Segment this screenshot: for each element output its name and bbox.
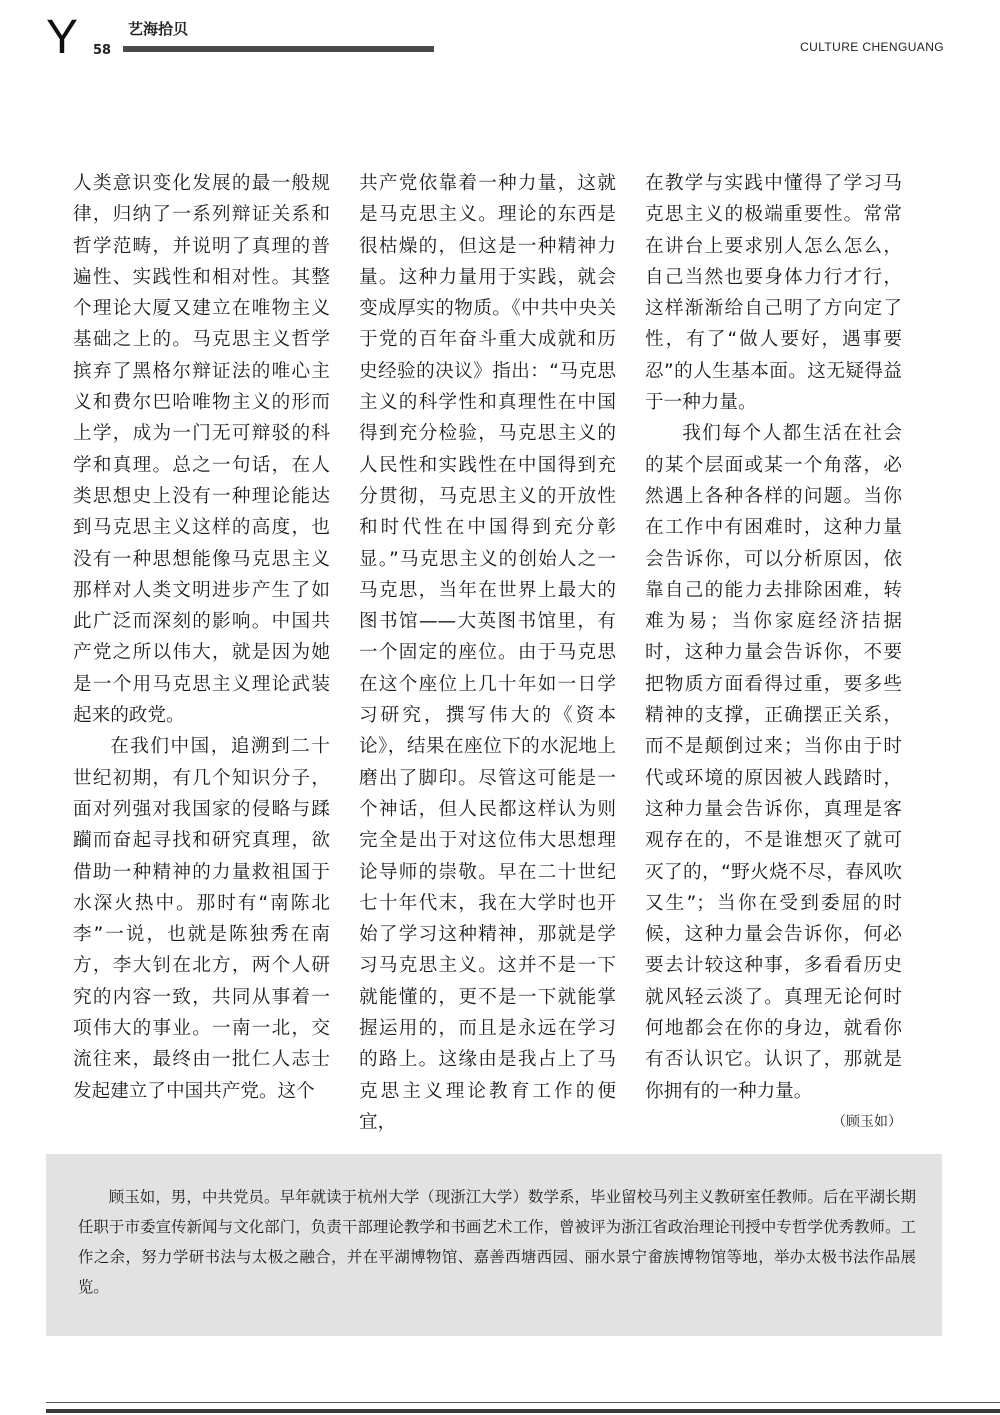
paragraph: 共产党依靠着一种力量，这就是马克思主义。理论的东西是很枯燥的，但这是一种精神力量。这种力量用于实践，就会变成厚实的物质。《中共中央关于党的百年奋斗重大成就和历史经验的决议》指出：“马克思主义的科学性和真理性在中国得到充分检验，马克思主义的人民性和实践性在中国得到充分贯彻，马克思主义的开放性和时代性在中国得到充分彰显。”马克思主义的创始人之一马克思，当年在世界上最大的图书馆——大英图书馆里，有一个固定的座位。由于马克思在这个座位上几十年如一日学习研究，撰写伟大的《资本论》，结果在座位下的水泥地上磨出了脚印。尽管这可能是一个神话，但人民都这样认为则完全是出于对这位伟大思想理论导师的崇敬。早在二十世纪七十年代末，我在大学时也开始了学习这种精神，那就是学习马克思主义。这并不是一下就能懂的，更不是一下就能掌握运用的，而且是永远在学习的路上。这缘由是我占上了马克思主义理论教育工作的便宜， [359, 173, 616, 1133]
page-number: 58 [93, 43, 112, 58]
paragraph: 人类意识变化发展的最一般规律，归纳了一系列辩证关系和哲学范畴，并说明了真理的普遍性、实践性和相对性。其整个理论大厦又建立在唯物主义基础之上的。马克思主义哲学摈弃了黑格尔辩证法的唯心主义和费尔巴哈唯物主义的形而上学，成为一门无可辩驳的科学和真理。总之一句话，在人类思想史上没有一种理论能达到马克思主义这样的高度，也没有一种思想能像马克思主义那样对人类文明进步产生了如此广泛而深刻的影响。中国共产党之所以伟大，就是因为她是一个用马克思主义理论武装起来的政党。 [73, 173, 330, 727]
article-column-1 [73, 168, 330, 1107]
section-title: 艺海拾贝 [128, 20, 189, 38]
article-column-3 [645, 168, 902, 1138]
footer-rule-thin [46, 1402, 1000, 1403]
section-logo-letter: Y [46, 11, 79, 64]
paragraph [645, 418, 902, 1130]
paragraph: 在教学与实践中懂得了学习马克思主义的极端重要性。常常在讲台上要求别人怎么怎么，自己当然也要身体力行才行，这样渐渐给自己明了方向定了性，有了“做人要好，遇事要忍”的人生基本面。这无疑得益于一种力量。 [645, 173, 902, 414]
article-column-2 [359, 168, 616, 1138]
author-bio: 顾玉如，男，中共党员。早年就读于杭州大学（现浙江大学）数学系，毕业留校马列主义教研室任教师。后在平湖长期任职于市委宣传新闻与文化部门，负责干部理论教学和书画艺术工作，曾被评为浙江省政治理论刊授中专哲学优秀教师。工作之余，努力学研书法与太极之融合，并在平湖博物馆、嘉善西塘西园、丽水景宁畲族博物馆等地，举办太极书法作品展览。 [78, 1188, 916, 1296]
author-bio-box [46, 1154, 942, 1336]
author-signature: （顾玉如） [832, 1113, 902, 1130]
header-bar [123, 46, 434, 52]
paragraph-text: 我们每个人都生活在社会的某个层面或某一个角落，必然遇上各种各样的问题。当你在工作中有困难时，这种力量会告诉你，可以分析原因，依靠自己的能力去排除困难，转难为易；当你家庭经济拮据时，这种力量会告诉你，不要把物质方面看得过重，要多些精神的支撑，正确摆正关系，而不是颠倒过来；当你由于时代或环境的原因被人践踏时，这种力量会告诉你，真理是客观存在的，不是谁想灭了就可灭了的，“野火烧不尽，春风吹又生”；当你在受到委屈的时候，这种力量会告诉你，何必要去计较这种事，多看看历史就风轻云淡了。真理无论何时何地都会在你的身边，就看你有否认识它。认识了，那就是你拥有的一种力量。 [645, 423, 902, 1102]
footer-rule-thick [46, 1409, 1000, 1413]
paragraph: 在我们中国，追溯到二十世纪初期，有几个知识分子，面对列强对我国家的侵略与蹂躏而奋起寻找和研究真理，欲借助一种精神的力量救祖国于水深火热中。那时有“南陈北李”一说，也就是陈独秀在南方，李大钊在北方，两个人研究的内容一致，共同从事着一项伟大的事业。一南一北，交流往来，最终由一批仁人志士发起建立了中国共产党。这个 [73, 736, 330, 1102]
magazine-name: CULTURE CHENGUANG [800, 40, 944, 54]
